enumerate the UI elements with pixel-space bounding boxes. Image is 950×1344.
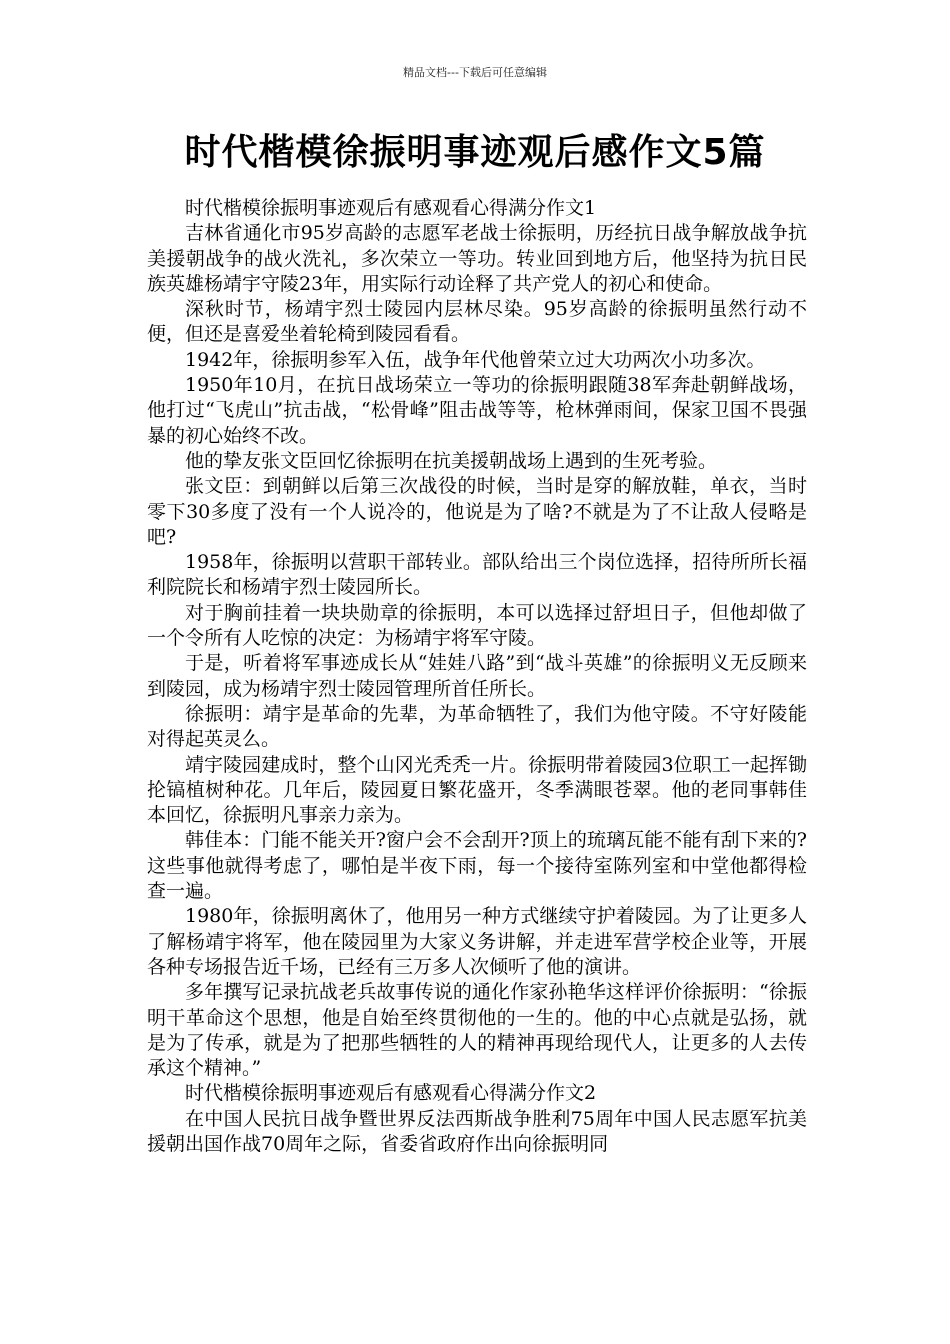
- paragraph: 徐振明：靖宇是革命的先辈，为革命牺牲了，我们为他守陵。不守好陵能对得起英灵么。: [147, 702, 807, 751]
- paragraph: 对于胸前挂着一块块勋章的徐振明，本可以选择过舒坦日子，但他却做了一个令所有人吃惊的决定：为杨靖宇将军守陵。: [147, 601, 807, 650]
- paragraph: 1942年，徐振明参军入伍，战争年代他曾荣立过大功两次小功多次。: [185, 348, 766, 371]
- document-title: 时代楷模徐振明事迹观后感作文5篇: [184, 132, 766, 173]
- paragraph: 在中国人民抗日战争暨世界反法西斯战争胜利75周年中国人民志愿军抗美援朝出国作战70周年之际，省委省政府作出向徐振明同: [147, 1107, 807, 1155]
- paragraph: 1958年，徐振明以营职干部转业。部队给出三个岗位选择，招待所所长福利院院长和杨靖宇烈士陵园所长。: [147, 551, 807, 599]
- paragraph: 他的挚友张文臣回忆徐振明在抗美援朝战场上遇到的生死考验。: [185, 449, 718, 472]
- paragraph: 深秋时节，杨靖宇烈士陵园内层林尽染。95岁高龄的徐振明虽然行动不便，但还是喜爱坐着轮椅到陵园看看。: [147, 298, 807, 346]
- paragraph: 1950年10月，在抗日战场荣立一等功的徐振明跟随38军奔赴朝鲜战场，他打过“飞虎山”抗击战，“松骨峰”阻击战等等，枪林弹雨间，保家卫国不畏强暴的初心始终不改。: [147, 374, 807, 447]
- paragraph: 于是，听着将军事迹成长从“娃娃八路”到“战斗英雄”的徐振明义无反顾来到陵园，成为杨靖宇烈士陵园管理所首任所长。: [147, 652, 807, 700]
- paragraph: 多年撰写记录抗战老兵故事传说的通化作家孙艳华这样评价徐振明：“徐振明干革命这个思想，他是自始至终贯彻他的一生的。他的中心点就是弘扬，就是为了传承，就是为了把那些牺牲的人的精神再现给现代人，让更多的人去传承这个精神。”: [147, 981, 807, 1080]
- paragraph: 时代楷模徐振明事迹观后有感观看心得满分作文1: [185, 197, 597, 219]
- paragraph: 吉林省通化市95岁高龄的志愿军老战士徐振明，历经抗日战争解放战争抗美援朝战争的战火洗礼，多次荣立一等功。转业回到地方后，他坚持为抗日民族英雄杨靖宇守陵23年，用实际行动诠释了共产党人的初心和使命。: [147, 222, 807, 295]
- paragraph: 韩佳本：门能不能关开?窗户会不会刮开?顶上的琉璃瓦能不能有刮下来的?这些事他就得考虑了，哪怕是半夜下雨，每一个接待室陈列室和中堂他都得检查一遍。: [147, 829, 807, 903]
- paragraph: 1980年，徐振明离休了，他用另一种方式继续守护着陵园。为了让更多人了解杨靖宇将军，他在陵园里为大家义务讲解，并走进军营学校企业等，开展各种专场报告近千场，已经有三万多人次倾听了他的演讲。: [147, 905, 807, 978]
- page-header: 精品文档---下载后可任意编辑: [403, 66, 547, 79]
- paragraph: 张文臣：到朝鲜以后第三次战役的时候，当时是穿的解放鞋，单衣，当时零下30多度了没有一个人说冷的，他说是为了啥?不就是为了不让敌人侵略是吧?: [147, 475, 807, 548]
- paragraph: 时代楷模徐振明事迹观后有感观看心得满分作文2: [185, 1082, 597, 1105]
- paragraph: 靖宇陵园建成时，整个山冈光秃秃一片。徐振明带着陵园3位职工一起挥锄抡镐植树种花。几年后，陵园夏日繁花盛开，冬季满眼苍翠。他的老同事韩佳本回忆，徐振明凡事亲力亲为。: [147, 753, 807, 827]
- document-body: [147, 196, 807, 1157]
